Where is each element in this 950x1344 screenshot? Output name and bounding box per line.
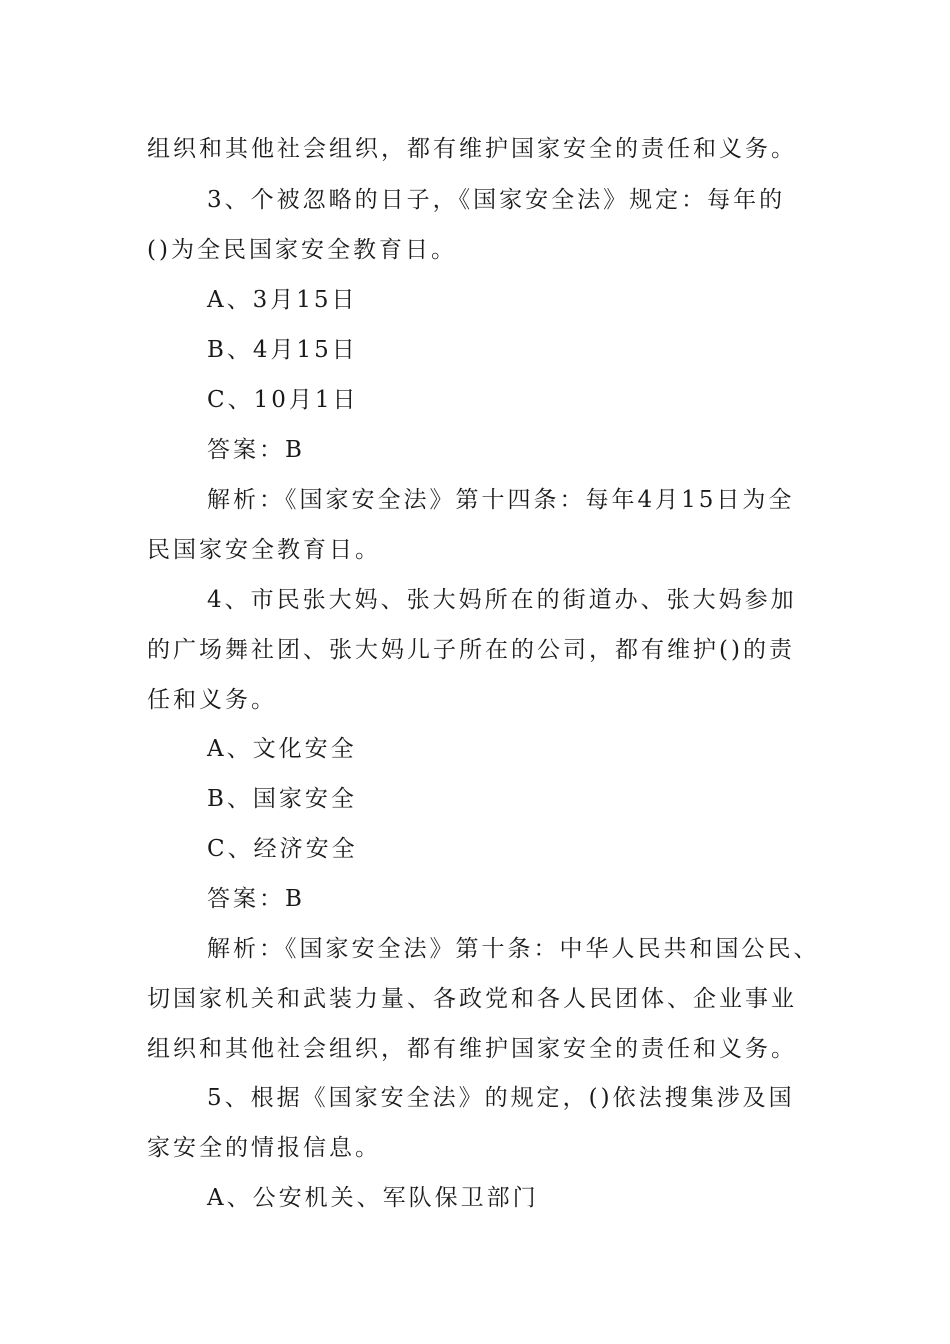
explanation-cont: 组织和其他社会组织，都有维护国家安全的责任和义务。 <box>147 1036 797 1062</box>
answer: 答案：B <box>207 886 305 912</box>
question-5-text-cont: 家安全的情报信息。 <box>147 1135 381 1161</box>
explanation: 解析：《国家安全法》第十四条：每年4月15日为全 <box>207 487 795 513</box>
option-a: A、3月15日 <box>207 287 358 313</box>
option-a: A、公安机关、军队保卫部门 <box>207 1185 539 1211</box>
question-3-text-cont: ()为全民国家安全教育日。 <box>147 237 457 263</box>
explanation: 解析：《国家安全法》第十条：中华人民共和国公民、 <box>207 936 820 962</box>
text-line: 组织和其他社会组织，都有维护国家安全的责任和义务。 <box>147 136 797 162</box>
option-c: C、10月1日 <box>207 387 359 413</box>
question-4-text-cont: 任和义务。 <box>147 687 277 713</box>
question-4-text: 4、市民张大妈、张大妈所在的街道办、张大妈参加 <box>207 587 797 613</box>
option-a: A、文化安全 <box>207 736 357 762</box>
option-c: C、经济安全 <box>207 836 358 862</box>
option-b: B、4月15日 <box>207 337 358 363</box>
question-4-text-cont: 的广场舞社团、张大妈儿子所在的公司，都有维护()的责 <box>147 637 795 663</box>
question-3-text: 3、个被忽略的日子，《国家安全法》规定：每年的 <box>207 187 786 213</box>
answer: 答案：B <box>207 437 305 463</box>
explanation-cont: 切国家机关和武装力量、各政党和各人民团体、企业事业 <box>147 986 797 1012</box>
option-b: B、国家安全 <box>207 786 357 812</box>
explanation-cont: 民国家安全教育日。 <box>147 537 381 563</box>
question-5-text: 5、根据《国家安全法》的规定，()依法搜集涉及国 <box>207 1085 795 1111</box>
